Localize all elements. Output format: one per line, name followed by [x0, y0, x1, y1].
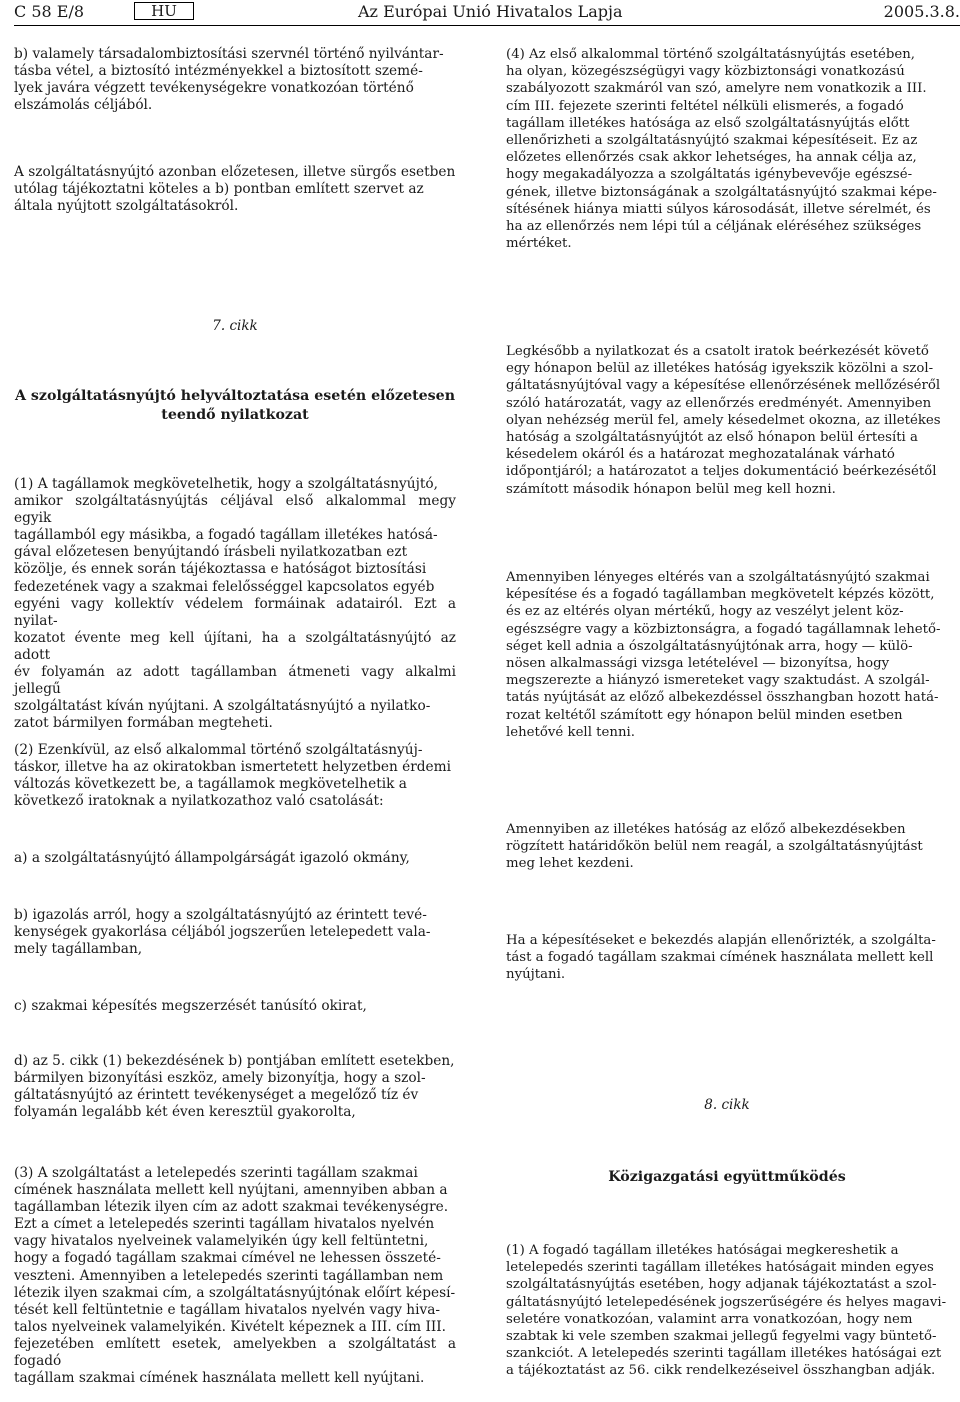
page-header — [14, 0, 960, 26]
paragraph-no-reaction: Amennyiben az illetékes hatóság az előző albekezdésekben rögzített határidőkön belül nem reagál, a szolgáltatásnyújtást meg lehet kezdeni. — [506, 822, 923, 872]
list-item-d: d) az 5. cikk (1) bekezdésének b) pontjában említett esetekben, bármilyen bizonyítási eszköz, amely bizonyítja, hogy a szol- gáltatásnyújtó az érintett tevékenységet a megelőző tíz év folyamán legalább két éven keresztül gyakorolta, — [14, 1053, 455, 1121]
list-item-c: c) szakmai képesítés megszerzését tanúsító okirat, — [14, 998, 367, 1014]
language-box: HU — [134, 2, 194, 20]
paragraph-7-3: (3) A szolgáltatást a letelepedés szerinti tagállam szakmai címének használata mellett kell nyújtani, amennyiben abban a tagállamban létezik ilyen cím az adott szakmai tevékenységre. Ezt a címet a letelepedés szerinti tagállam hivatalos nyelvén vagy hivatalos nyelveinek valamelyikén úgy kell feltüntetni, hogy a fogadó tagállam szakmai címével ne lehessen összeté- veszteni. Amennyiben a letelepedés szerinti tagállamban nem létezik ilyen szakmai cím, a szolgáltatásnyújtónak előírt képesí- tését kell feltüntetnie e tagállam hivatalos nyelvén vagy hiva- talos nyelveinek valamelyikén. Kivételt képeznek a III. cím III. fejezetében említett esetek, amelyekben a szolgáltatást a fogadó tagállam szakmai címének használata mellett kell nyújtani. — [14, 1165, 456, 1387]
article-7-label: 7. cikk — [212, 318, 258, 334]
paragraph-b-registration: b) valamely társadalombiztosítási szervnél történő nyilvántar- tásba vétel, a biztosító intézményekkel a biztosított szemé- lyek javára végzett tevékenységekre vonatkozóan történő elszámolás céljából. — [14, 46, 444, 114]
paragraph-7-1: (1) A tagállamok megkövetelhetik, hogy a szolgáltatásnyújtó, amikor szolgáltatásnyújtás céljával első alkalommal megy egyik tagállamból egy másikba, a fogadó tagállam illetékes hatósá- gával előzetesen benyújtandó írásbeli nyilatkozatban ezt közölje, és ennek során tájékoztassa e hatóságot biztosítási fedezetének vagy a szakmai felelősséggel kapcsolatos egyéb egyéni vagy kollektív védelem formáinak adatairól. Ezt a nyilat- kozatot évente meg kell újítani, ha a szolgáltatásnyújtó az adott év folyamán az adott tagállamban átmeneti vagy alkalmi jellegű szolgáltatást kíván nyújtani. A szolgáltatásnyújtó a nyilatko- zatot bármilyen formában megteheti. — [14, 476, 456, 732]
list-item-a: a) a szolgáltatásnyújtó állampolgárságát igazoló okmány, — [14, 850, 410, 866]
paragraph-substantial-difference: Amennyiben lényeges eltérés van a szolgáltatásnyújtó szakmai képesítése és a fogadó tagállamban megkövetelt képzés között, és ez az eltérés olyan mértékű, hogy az veszélyt jelent köz- egészségre vagy a közbiztonságra, a fogadó tagállamnak lehető- séget kell adnia a ószolgáltatásnyújtónak arra, hogy — külö- nösen alkalmassági vizsga letételével — bizonyítsa, hogy megszerezte a hiányzó ismereteket vagy szaktudást. A szolgál- tatás nyújtását az előző albekezdéssel összhangban hozott hatá- rozat keltétől számított egy hónapon belül minden esetben lehetővé kell tenni. — [506, 570, 941, 740]
paragraph-7-2: (2) Ezenkívül, az első alkalommal történő szolgáltatásnyúj- táskor, illetve ha az okiratokban ismertetett helyzetben érdemi változás következett be, a tagállamok megkövetelhetik a következő iratoknak a nyilatkozathoz való csatolását: — [14, 742, 451, 810]
article-7-title: A szolgáltatásnyújtó helyváltoztatása esetén előzetesen teendő nyilatkozat — [14, 388, 456, 423]
list-item-b: b) igazolás arról, hogy a szolgáltatásnyújtó az érintett tevé- kenységek gyakorlása céljából jogszerűen letelepedett vala- mely tagállamban, — [14, 907, 431, 958]
paragraph-8-1: (1) A fogadó tagállam illetékes hatóságai megkereshetik a letelepedés szerinti tagállam illetékes hatóságait minden egyes szolgáltatásnyújtás esetében, hogy adjanak tájékoztatást a szol- gáltatásnyújtó letelepedésének jogszerűségére és helyes magavi- seletére vonatkozóan, valamint arra vonatkozóan, hogy nem szabtak ki vele szemben szakmai jellegű fegyelmi vagy büntető- szankciót. A letelepedés szerinti tagállam illetékes hatóságai ezt a tájékoztatást az 56. cikk rendelkezéseivel összhangban adják. — [506, 1243, 947, 1379]
article-8-label: 8. cikk — [704, 1097, 750, 1113]
paragraph-7-4: (4) Az első alkalommal történő szolgáltatásnyújtás esetében, ha olyan, közegészségügyi vagy közbiztonsági vonatkozású szabályozott szakmáról van szó, amelyre nem vonatkozik a III. cím III. fejezete szerinti feltétel nélküli elismerés, a fogadó tagállam illetékes hatósága az első szolgáltatásnyújtás előtt ellenőrizheti a szolgáltatásnyújtó szakmai képesítéseit. Ez az előzetes ellenőrzés csak akkor lehetséges, ha annak célja az, hogy megakadályozza a szolgáltatás igénybevevője egészsé- gének, illetve biztonságának a szolgáltatásnyújtó szakmai képe- sítésének hiánya miatti súlyos károsodását, illetve sérelmét, és ha az ellenőrzés nem lépi túl a céljának eléréséhez szükséges mértéket. — [506, 47, 937, 252]
journal-title: Az Európai Unió Hivatalos Lapja — [358, 2, 623, 21]
paragraph-response-deadline: Legkésőbb a nyilatkozat és a csatolt iratok beérkezését követő egy hónapon belül az illetékes hatóság igyekszik közölni a szol- gáltatásnyújtóval vagy a képesítése ellenőrzésének mellőzéséről szóló határozatát, vagy az ellenőrzés eredményét. Amennyiben olyan nehézség merül fel, amely késedelmet okozna, az illetékes hatóság a szolgáltatásnyújtót az első hónapon belül értesíti a késedelem okáról és a határozat meghozatalának várható időpontjáról; a határozatot a teljes dokumentáció beérkezésétől számított második hónapon belül meg kell hozni. — [506, 344, 941, 497]
article-8-title: Közigazgatási együttműködés — [608, 1169, 846, 1185]
issue-date: 2005.3.8. — [883, 2, 960, 21]
page-reference: C 58 E/8 — [14, 2, 85, 21]
paragraph-prior-information: A szolgáltatásnyújtó azonban előzetesen, illetve sürgős esetben utólag tájékoztatni köteles a b) pontban említett szervet az általa nyújtott szolgáltatásokról. — [14, 164, 456, 215]
paragraph-checked-qualifications: Ha a képesítéseket e bekezdés alapján ellenőrizték, a szolgálta- tást a fogadó tagállam szakmai címének használata mellett kell nyújtani. — [506, 933, 936, 983]
